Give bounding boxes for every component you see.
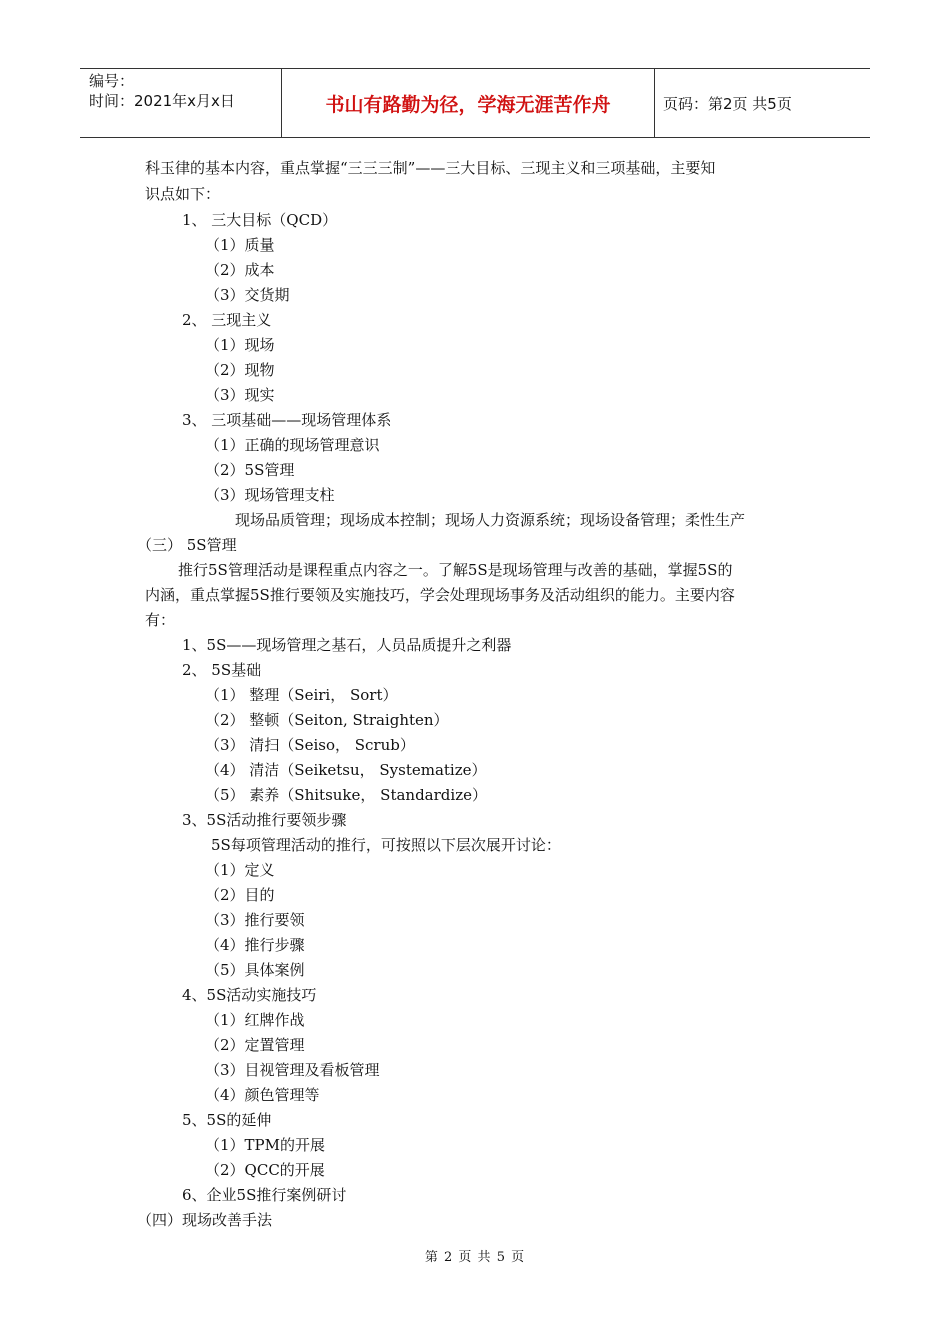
list-item: （4）推行步骤: [205, 936, 305, 954]
list-item: （1）TPM的开展: [205, 1136, 326, 1154]
list-item: （3）目视管理及看板管理: [205, 1061, 380, 1079]
text-line: 识点如下：: [145, 185, 221, 203]
list-item: （2）QCC的开展: [205, 1161, 325, 1179]
list-item: （4）颜色管理等: [205, 1086, 320, 1104]
list-item: （3）推行要领: [205, 911, 305, 929]
list-item: （2） 整顿（Seiton, Straighten）: [205, 711, 449, 729]
header-meta: [80, 69, 282, 137]
text-line: 有：: [145, 611, 176, 629]
list-item: 5、5S的延伸: [182, 1111, 272, 1129]
list-item: （2）成本: [205, 261, 275, 279]
text-line: 5S每项管理活动的推行，可按照以下层次展开讨论：: [211, 836, 561, 854]
list-item: （5）具体案例: [205, 961, 305, 979]
list-item: （3）现场管理支柱: [205, 486, 335, 504]
list-item: 1、 三大目标（QCD）: [182, 211, 338, 229]
list-item: 2、 三现主义: [182, 311, 272, 329]
header-motto: 书山有路勤为径，学海无涯苦作舟: [282, 69, 655, 137]
list-item: 3、5S活动推行要领步骤: [182, 811, 347, 829]
text-line: 内涵，重点掌握5S推行要领及实施技巧，学会处理现场事务及活动组织的能力。主要内容: [145, 586, 735, 604]
list-item: （1）现场: [205, 336, 275, 354]
list-item: （3）交货期: [205, 286, 290, 304]
list-item: （2）定置管理: [205, 1036, 305, 1054]
text-line: 科玉律的基本内容，重点掌握“三三三制”——三大目标、三现主义和三项基础，主要知: [145, 159, 716, 177]
list-item: 3、 三项基础——现场管理体系: [182, 411, 392, 429]
page-footer: 第 2 页 共 5 页: [424, 1250, 526, 1265]
list-item: （2）现物: [205, 361, 275, 379]
page-header: [80, 68, 870, 138]
list-item: （1）正确的现场管理意识: [205, 436, 380, 454]
list-item: （1）质量: [205, 236, 275, 254]
list-item: （3） 清扫（Seiso， Scrub）: [205, 736, 415, 754]
list-item: （3）现实: [205, 386, 275, 404]
section-heading: （四）现场改善手法: [137, 1211, 273, 1229]
header-page-info: 页码：第2页 共5页: [663, 94, 792, 113]
section-heading: （三） 5S管理: [137, 536, 237, 554]
list-item: （1）红牌作战: [205, 1011, 305, 1029]
list-item: 4、5S活动实施技巧: [182, 986, 317, 1004]
list-item: 6、企业5S推行案例研讨: [182, 1186, 347, 1204]
list-item: （2）目的: [205, 886, 275, 904]
list-item: （1）定义: [205, 861, 275, 879]
text-line: 推行5S管理活动是课程重点内容之一。了解5S是现场管理与改善的基础，掌握5S的: [178, 561, 733, 579]
number-label: 编号：: [89, 72, 135, 90]
list-item: （5） 素养（Shitsuke， Standardize）: [205, 786, 487, 804]
list-item: 1、5S——现场管理之基石，人员品质提升之利器: [182, 636, 512, 654]
list-item: （2）5S管理: [205, 461, 295, 479]
list-item: 2、 5S基础: [182, 661, 262, 679]
time-label: 时间：2021年x月x日: [89, 92, 235, 110]
list-item: （4） 清洁（Seiketsu， Systematize）: [205, 761, 487, 779]
list-item: （1） 整理（Seiri， Sort）: [205, 686, 398, 704]
text-line: 现场品质管理；现场成本控制；现场人力资源系统；现场设备管理；柔性生产: [235, 511, 746, 529]
